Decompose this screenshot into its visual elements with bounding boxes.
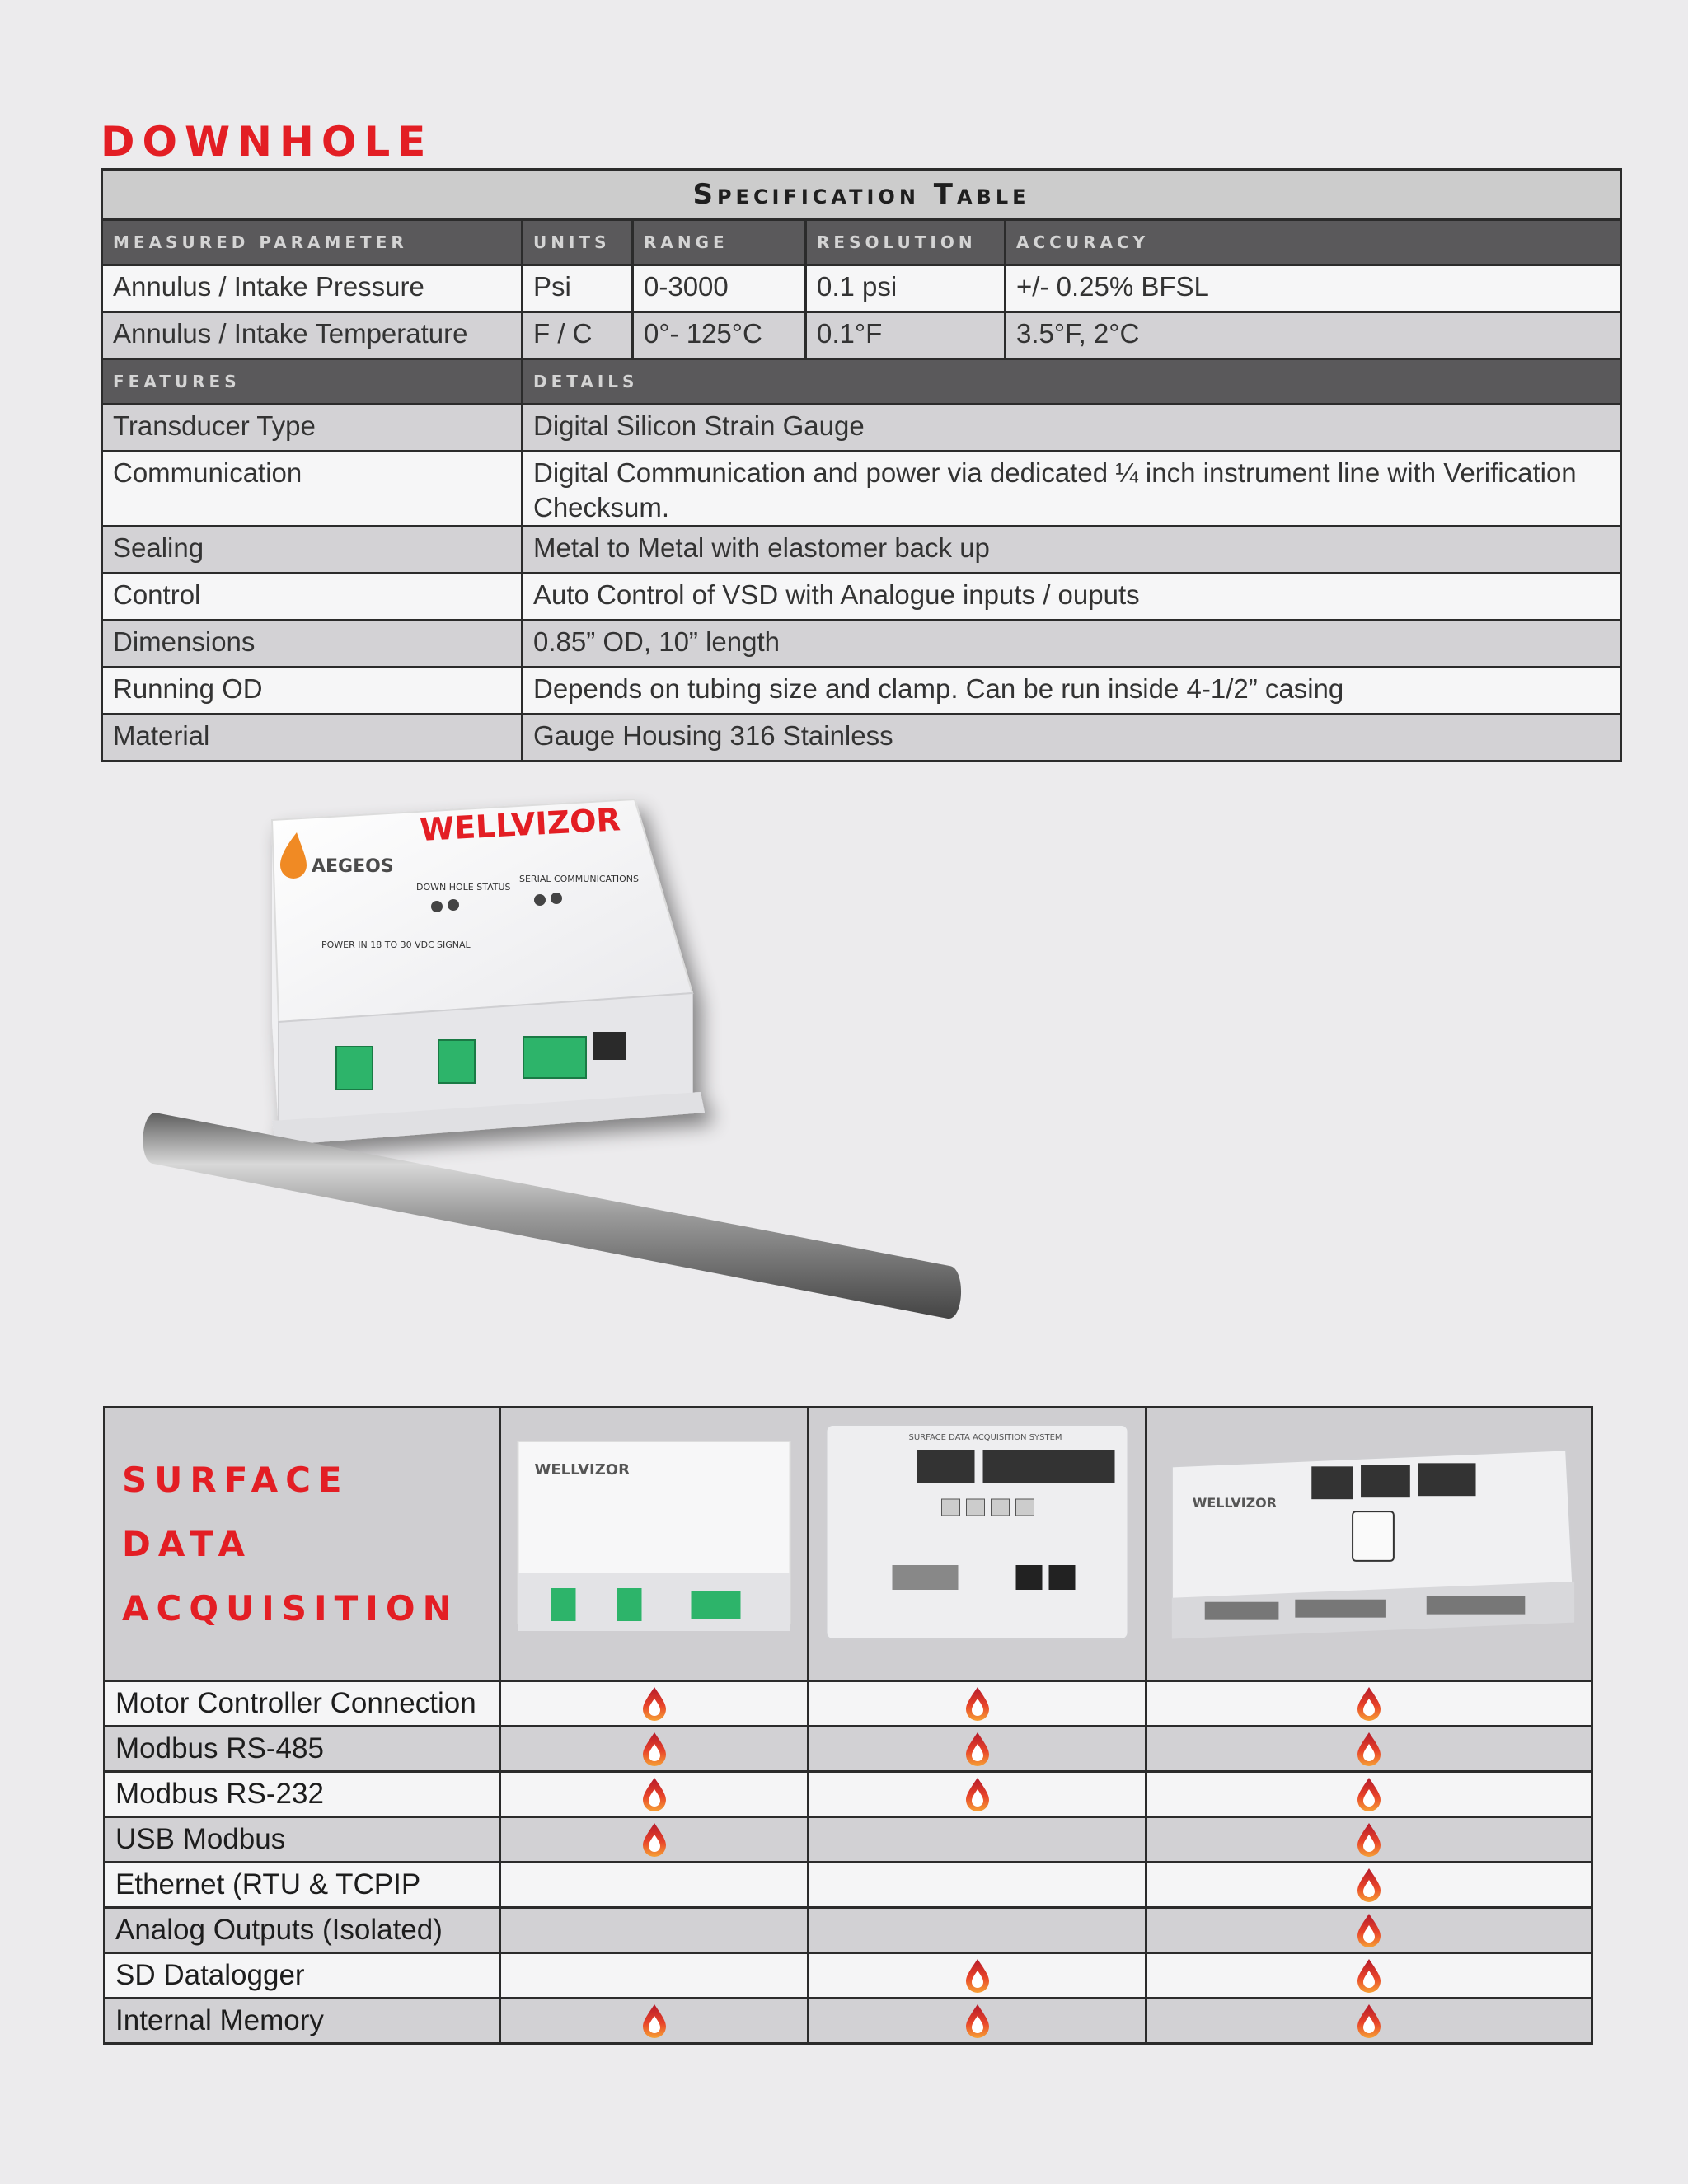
feature-name: Material (102, 715, 523, 762)
table-row (105, 1772, 1592, 1817)
check-drop-icon (1355, 1912, 1383, 1948)
table-row (105, 1681, 1592, 1727)
feature-row (102, 621, 1621, 668)
table-row (105, 1863, 1592, 1908)
surface-title-line: SURFACE (122, 1459, 349, 1500)
availability-cell (1146, 1772, 1592, 1817)
spec-table-title: Specification Table (102, 170, 1621, 220)
feature-detail: Digital Silicon Strain Gauge (523, 405, 1621, 452)
downhole-gauge-tube (143, 1113, 961, 1319)
check-drop-icon (964, 1957, 992, 1994)
features-header-row (102, 359, 1621, 405)
table-cell: F / C (523, 312, 633, 359)
unit-brand-label: WELLVIZOR (534, 1461, 630, 1479)
unit-system-label: SURFACE DATA ACQUISITION SYSTEM (908, 1433, 1062, 1442)
feature-row (102, 405, 1621, 452)
availability-cell (1146, 1817, 1592, 1863)
surface-title-line: DATA (122, 1523, 253, 1564)
availability-cell (500, 1727, 809, 1772)
feature-row (102, 715, 1621, 762)
availability-cell (1146, 1681, 1592, 1727)
feature-label: USB Modbus (105, 1817, 500, 1863)
spec-table-header-row (102, 220, 1621, 265)
table-row (105, 1817, 1592, 1863)
table-cell: Annulus / Intake Temperature (102, 312, 523, 359)
product-photo (132, 775, 989, 1368)
availability-cell (809, 1817, 1146, 1863)
column-header: RANGE (633, 220, 806, 265)
label-power-in: POWER IN 18 TO 30 VDC (321, 940, 434, 950)
unit-photo-advanced (1147, 1408, 1591, 1672)
check-drop-icon (1355, 1957, 1383, 1994)
feature-label: Modbus RS-232 (105, 1772, 500, 1817)
check-drop-icon (1355, 1731, 1383, 1767)
availability-cell (500, 1953, 809, 1999)
surface-feature-rows (105, 1681, 1592, 2044)
availability-cell (809, 1681, 1146, 1727)
unit-brand-label: WELLVIZOR (1192, 1495, 1278, 1511)
surface-header-row (105, 1408, 1592, 1681)
table-row (105, 1953, 1592, 1999)
table-row (102, 312, 1621, 359)
feature-name: Dimensions (102, 621, 523, 668)
spec-table-title-row (102, 170, 1621, 220)
brand-left: AEGEOS (312, 856, 394, 877)
feature-row (102, 574, 1621, 621)
feature-label: Ethernet (RTU & TCPIP (105, 1863, 500, 1908)
availability-cell (1146, 1727, 1592, 1772)
table-cell: 0.1°F (806, 312, 1006, 359)
feature-row (102, 668, 1621, 715)
availability-cell (500, 1817, 809, 1863)
feature-detail: Depends on tubing size and clamp. Can be run inside 4-1/2” casing (523, 668, 1621, 715)
availability-cell (809, 1863, 1146, 1908)
unit-image-cell (1146, 1408, 1592, 1681)
feature-label: Modbus RS-485 (105, 1727, 500, 1772)
table-cell: 0.1 psi (806, 265, 1006, 312)
unit-photo-basic (501, 1408, 807, 1672)
label-signal: SIGNAL (437, 940, 471, 950)
check-drop-icon (640, 2003, 668, 2039)
column-header: MEASURED PARAMETER (102, 220, 523, 265)
interface-box (272, 799, 705, 1146)
table-cell: Annulus / Intake Pressure (102, 265, 523, 312)
check-drop-icon (964, 2003, 992, 2039)
availability-cell (1146, 1953, 1592, 1999)
check-drop-icon (640, 1685, 668, 1722)
table-row (102, 265, 1621, 312)
column-header: ACCURACY (1006, 220, 1621, 265)
feature-name: Transducer Type (102, 405, 523, 452)
check-drop-icon (964, 1776, 992, 1812)
availability-cell (500, 1908, 809, 1953)
column-header: UNITS (523, 220, 633, 265)
feature-name: Running OD (102, 668, 523, 715)
table-row (105, 1727, 1592, 1772)
availability-cell (809, 1999, 1146, 2044)
table-cell: 0°- 125°C (633, 312, 806, 359)
availability-cell (809, 1953, 1146, 1999)
feature-row (102, 527, 1621, 574)
surface-title-cell (105, 1408, 500, 1681)
check-drop-icon (964, 1731, 992, 1767)
label-downhole-status: DOWN HOLE STATUS (416, 882, 511, 893)
specification-table (101, 168, 1622, 762)
feature-detail: Digital Communication and power via dedicated ¼ inch instrument line with Verification Checksum. (523, 452, 1621, 527)
check-drop-icon (640, 1821, 668, 1858)
feature-label: Analog Outputs (Isolated) (105, 1908, 500, 1953)
feature-name: Communication (102, 452, 523, 527)
column-header: RESOLUTION (806, 220, 1006, 265)
check-drop-icon (1355, 1685, 1383, 1722)
downhole-title: DOWNHOLE (101, 118, 434, 166)
check-drop-icon (1355, 2003, 1383, 2039)
surface-title-line: ACQUISITION (122, 1587, 459, 1629)
feature-label: SD Datalogger (105, 1953, 500, 1999)
availability-cell (500, 1999, 809, 2044)
availability-cell (1146, 1863, 1592, 1908)
unit-image-cell (809, 1408, 1146, 1681)
table-cell: 3.5°F, 2°C (1006, 312, 1621, 359)
table-cell: 0-3000 (633, 265, 806, 312)
feature-detail: Gauge Housing 316 Stainless (523, 715, 1621, 762)
availability-cell (500, 1863, 809, 1908)
check-drop-icon (1355, 1821, 1383, 1858)
availability-cell (1146, 1999, 1592, 2044)
feature-name: Sealing (102, 527, 523, 574)
unit-photo-display (809, 1408, 1145, 1672)
availability-cell (500, 1681, 809, 1727)
availability-cell (500, 1772, 809, 1817)
column-header: FEATURES (102, 359, 523, 405)
feature-detail: Auto Control of VSD with Analogue inputs / ouputs (523, 574, 1621, 621)
feature-detail: 0.85” OD, 10” length (523, 621, 1621, 668)
column-header: DETAILS (523, 359, 1621, 405)
check-drop-icon (640, 1776, 668, 1812)
feature-row (102, 452, 1621, 527)
table-row (105, 1908, 1592, 1953)
feature-name: Control (102, 574, 523, 621)
check-drop-icon (1355, 1867, 1383, 1903)
check-drop-icon (640, 1731, 668, 1767)
label-serial-communications: SERIAL COMMUNICATIONS (519, 874, 639, 884)
table-cell: Psi (523, 265, 633, 312)
surface-title (106, 1448, 499, 1641)
table-row (105, 1999, 1592, 2044)
unit-image-cell (500, 1408, 809, 1681)
availability-cell (1146, 1908, 1592, 1953)
availability-cell (809, 1727, 1146, 1772)
feature-label: Internal Memory (105, 1999, 500, 2044)
availability-cell (809, 1772, 1146, 1817)
check-drop-icon (964, 1685, 992, 1722)
availability-cell (809, 1908, 1146, 1953)
table-cell: +/- 0.25% BFSL (1006, 265, 1621, 312)
check-drop-icon (1355, 1776, 1383, 1812)
surface-acquisition-table (103, 1406, 1593, 2045)
feature-detail: Metal to Metal with elastomer back up (523, 527, 1621, 574)
feature-label: Motor Controller Connection (105, 1681, 500, 1727)
brand-right: WELLVIZOR (419, 801, 621, 848)
